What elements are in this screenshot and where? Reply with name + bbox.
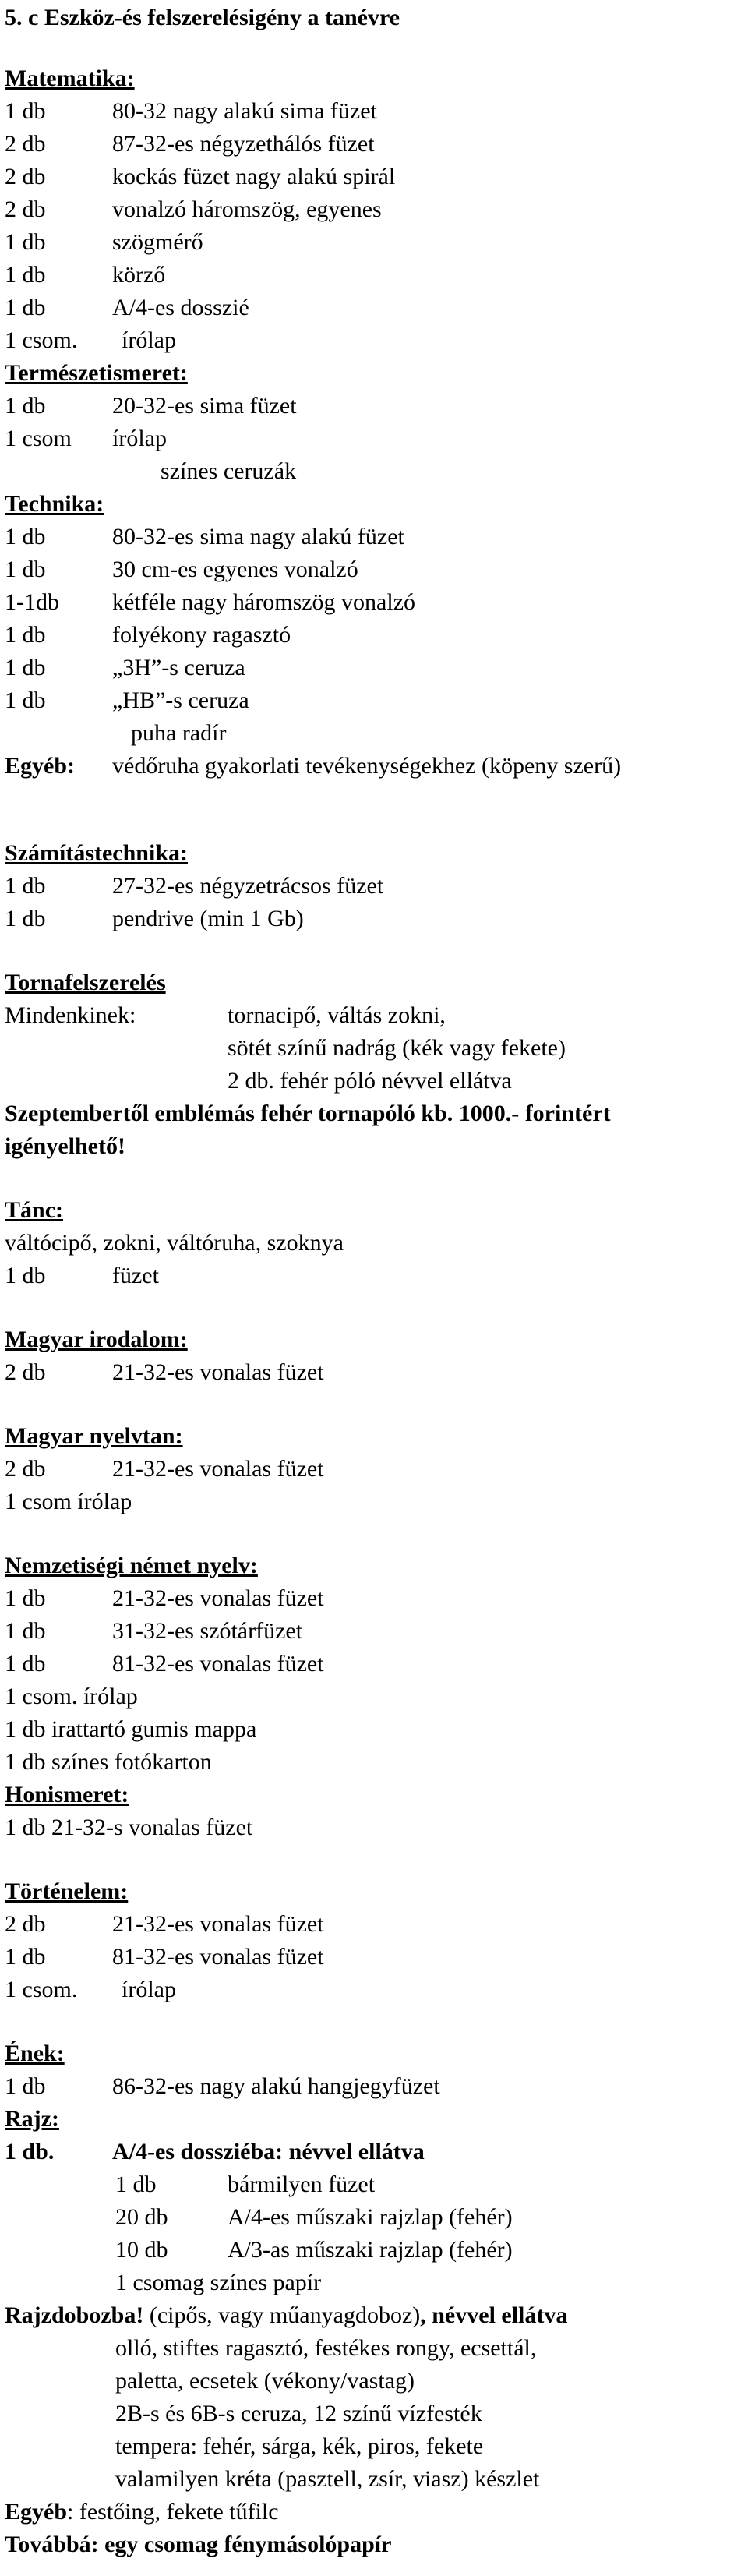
page-title: 5. c Eszköz-és felszerelésigény a tanévre [5, 5, 400, 30]
heading-tanc: Tánc: [5, 1197, 63, 1223]
list-item: 1 csom. írólap [5, 1684, 138, 1709]
note-text: Szeptembertől emblémás fehér tornapóló kb. 1000.- forintért [5, 1101, 611, 1126]
list-item: váltócipő, zokni, váltóruha, szoknya [5, 1230, 344, 1256]
heading-enek: Ének: [5, 2041, 65, 2066]
heading-magyar-irodalom: Magyar irodalom: [5, 1327, 188, 1352]
heading-tortenelem: Történelem: [5, 1878, 129, 1904]
heading-termeszetismeret: Természetismeret: [5, 360, 188, 386]
list-item: 1 csom írólap [5, 1489, 132, 1514]
heading-matematika: Matematika: [5, 65, 135, 91]
heading-technika: Technika: [5, 491, 104, 517]
egyeb-line: Egyéb: festőing, fekete tűfilc [5, 2499, 279, 2525]
heading-szamitastechnika: Számítástechnika: [5, 840, 188, 866]
heading-tornafelszereles: Tornafelszerelés [5, 970, 166, 995]
heading-honismeret: Honismeret: [5, 1782, 129, 1807]
list-item: 1 db 21-32-s vonalas füzet [5, 1815, 253, 1840]
list-item: 1 db irattartó gumis mappa [5, 1716, 257, 1742]
note-text: igényelhető! [5, 1133, 125, 1159]
rajzdoboz-line: Rajzdobozba! (cipős, vagy műanyagdoboz), névvel ellátva [5, 2302, 568, 2328]
heading-rajz: Rajz: [5, 2106, 59, 2132]
heading-magyar-nyelvtan: Magyar nyelvtan: [5, 1423, 183, 1449]
tovabba-line: Továbbá: egy csomag fénymásolópapír [5, 2532, 392, 2557]
list-item: 1 db színes fotókarton [5, 1749, 212, 1775]
heading-nemet: Nemzetiségi német nyelv: [5, 1553, 258, 1578]
